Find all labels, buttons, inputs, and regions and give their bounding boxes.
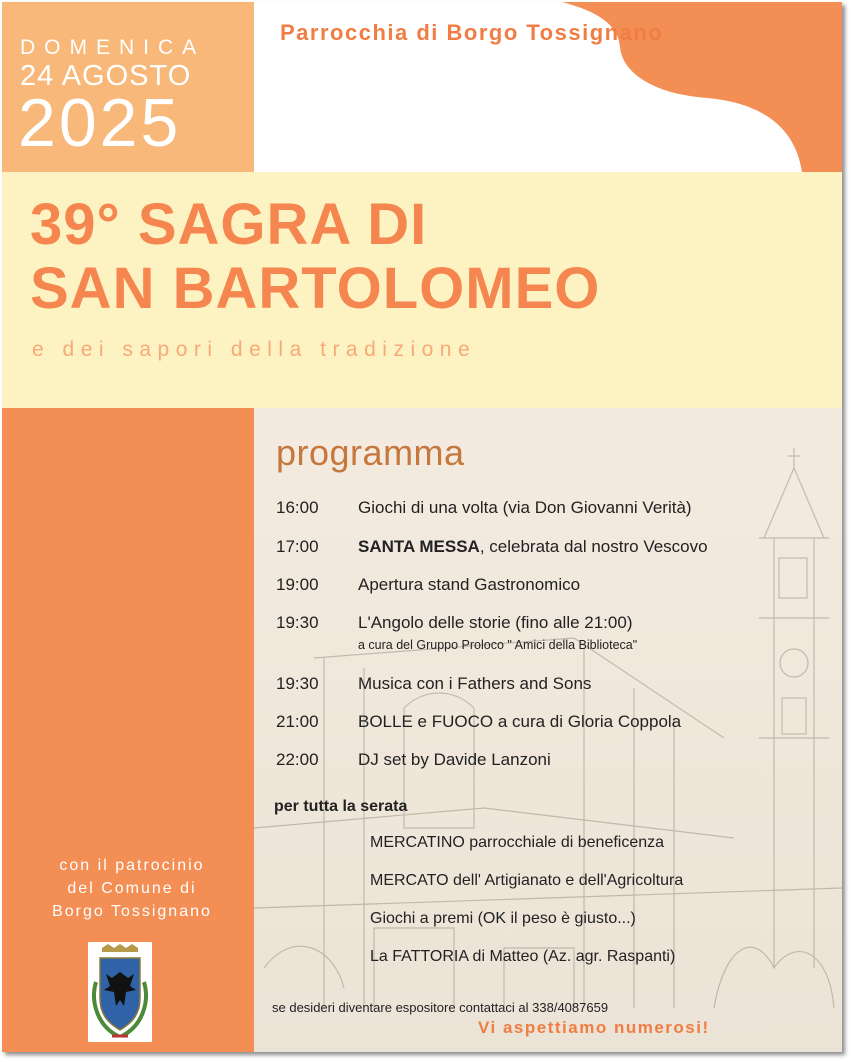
event-time: 22:00 [276,750,319,769]
evening-item: Giochi a premi (OK il peso è giusto...) [370,910,636,927]
event-time: 19:30 [276,674,319,693]
event-time: 17:00 [276,537,319,556]
program-heading: programma [276,432,465,473]
event-highlight: SANTA MESSA [358,537,480,556]
evening-item: MERCATINO parrocchiale di beneficenza [370,834,665,851]
event-description [358,537,708,556]
program-row [276,750,551,770]
event-note: a cura del Gruppo Proloco " Amici della Biblioteca" [358,638,638,652]
event-year: 2025 [18,85,182,161]
welcome-message: Vi aspettiamo numerosi! [478,1018,710,1037]
program-row [276,613,632,633]
evening-item: La FATTORIA di Matteo (Az. agr. Raspanti) [370,948,676,965]
municipal-crest-logo [88,942,152,1042]
program-row [276,712,681,732]
title-line-2: SAN BARTOLOMEO [30,256,601,321]
program-row [276,575,580,595]
event-time: 16:00 [276,498,319,517]
event-description: Apertura stand Gastronomico [358,575,581,594]
event-description-rest: , celebrata dal nostro Vescovo [479,537,708,556]
event-date: 24 AGOSTO [20,60,192,92]
evening-heading: per tutta la serata [274,798,408,815]
flyer [2,2,842,1052]
program-row [276,674,591,694]
contact-info: se desideri diventare espositore contattaci al 338/4087659 [272,1000,609,1015]
patronage-line: Borgo Tossignano [52,903,212,920]
event-time: 21:00 [276,712,319,731]
event-description: DJ set by Davide Lanzoni [358,750,551,769]
title-line-1: 39° SAGRA DI [30,192,428,257]
event-description: L'Angolo delle storie (fino alle 21:00) [358,613,633,632]
patronage-text [20,854,244,923]
event-description: Giochi di una volta (via Don Giovanni Verità) [358,498,692,517]
event-time: 19:30 [276,613,319,632]
evening-item: MERCATO dell' Artigianato e dell'Agricoltura [370,872,684,889]
event-description: Musica con i Fathers and Sons [358,674,592,693]
program-row [276,537,708,557]
patronage-line: con il patrocinio [59,857,205,874]
patronage-line: del Comune di [67,880,197,897]
event-day: DOMENICA [20,36,206,59]
subtitle: e dei sapori della tradizione [32,338,477,361]
program-row [276,498,692,518]
event-description: BOLLE e FUOCO a cura di Gloria Coppola [358,712,682,731]
parish-name: Parrocchia di Borgo Tossignano [280,20,664,45]
event-time: 19:00 [276,575,319,594]
